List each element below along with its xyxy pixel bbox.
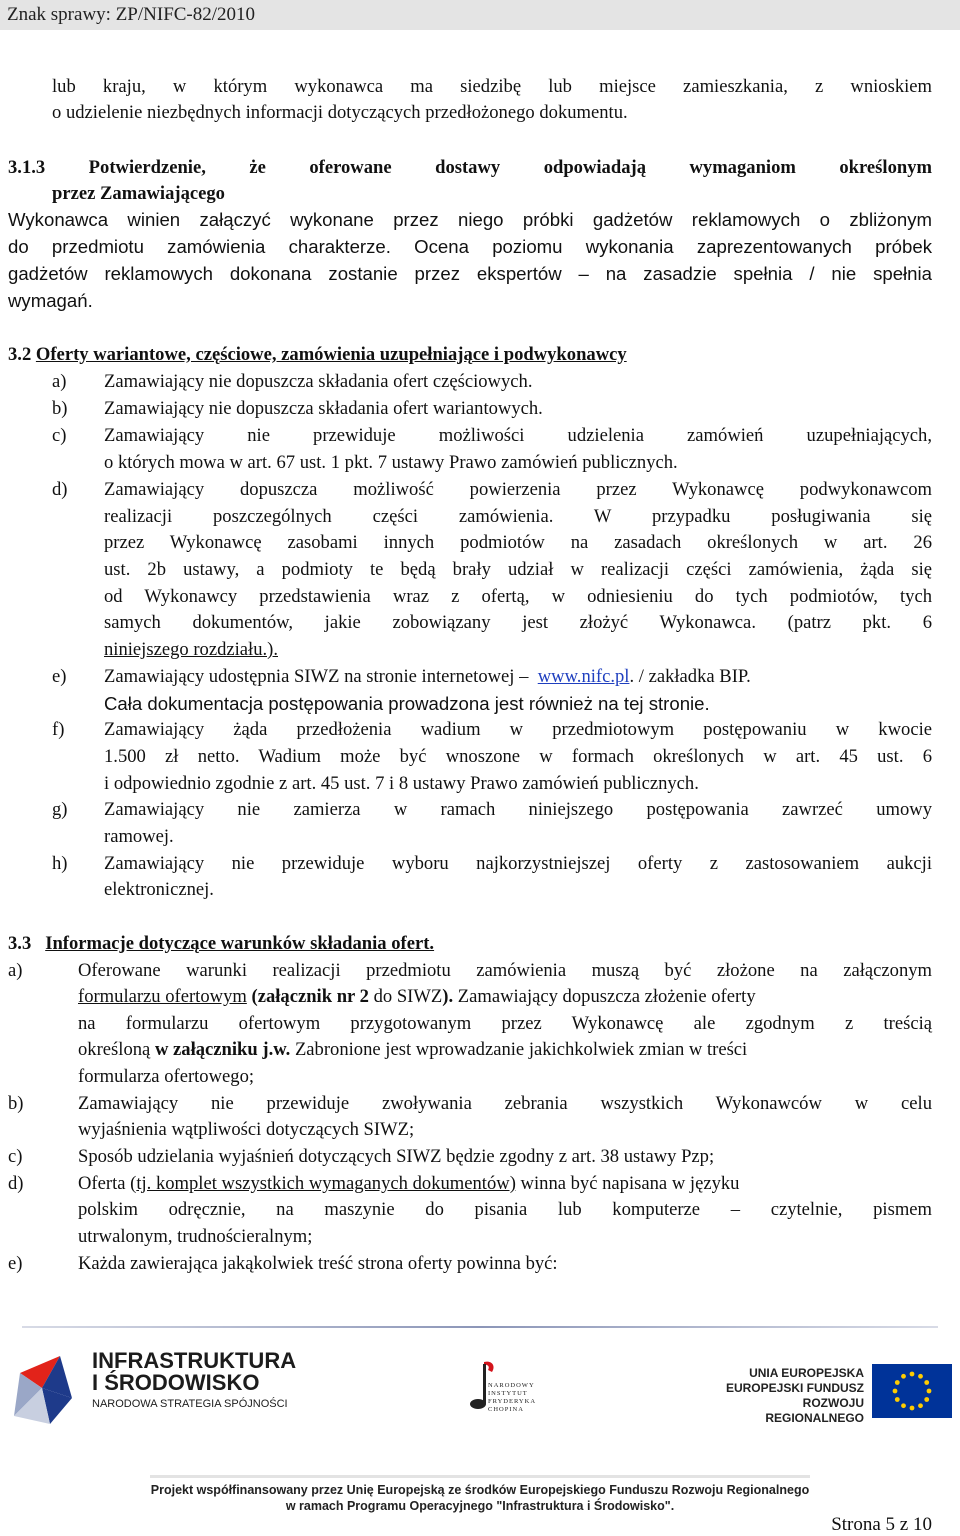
item-d-line-3: przez Wykonawcę zasobami innych podmiotów na zasadach określonych w art. 26 <box>104 532 932 553</box>
eu-star-icon <box>901 1374 906 1379</box>
item-label: h) <box>52 853 68 874</box>
section-3-3-title: Informacje dotyczące warunków składania ofert. <box>45 933 435 954</box>
item-g-line-1: Zamawiający nie zamierza w ramach niniejszego postępowania zawrzeć umowy <box>104 799 932 820</box>
item-a-line: Zamawiający nie dopuszcza składania ofert częściowych. <box>104 371 533 392</box>
section-3-1-3-body-3: gadżetów reklamowych dokonana zostanie przez ekspertów – na zasadzie spełnia / nie spełnia <box>8 263 932 284</box>
item-b-line: Zamawiający nie dopuszcza składania ofert wariantowych. <box>104 398 543 419</box>
item-33b-line-1: Zamawiający nie przewiduje zwoływania zebrania wszystkich Wykonawców w celu <box>78 1093 932 1114</box>
item-f-line-3: i odpowiednio zgodnie z art. 45 ust. 7 i 8 ustawy Prawo zamówień publicznych. <box>104 773 699 794</box>
item-g-line-2: ramowej. <box>104 826 174 847</box>
item-d-line-6: samych dokumentów, jakie zobowiązany jest złożyć Wykonawca. (patrz pkt. 6 <box>104 612 932 633</box>
item-d-line-2: realizacji poszczególnych części zamówienia. W przypadku posługiwania się <box>104 506 932 527</box>
item-h-line-1: Zamawiający nie przewiduje wyboru najkorzystniejszej oferty z zastosowaniem aukcji <box>104 853 932 874</box>
star-emblem-icon <box>10 1348 90 1428</box>
item-label: e) <box>52 666 67 687</box>
section-3-1-3-body-4: wymagań. <box>8 290 93 311</box>
section-3-2-title: Oferty wariantowe, częściowe, zamówienia uzupełniające i podwykonawcy <box>35 344 627 365</box>
item-e-line-1: Zamawiający udostępnia SIWZ na stronie internetowej – www.nifc.pl. / zakładka BIP. <box>104 666 751 687</box>
eu-star-icon <box>924 1380 929 1385</box>
eu-star-icon <box>927 1389 932 1394</box>
logo-text-2: I ŚRODOWISKO <box>92 1370 260 1395</box>
item-c-line-1: Zamawiający nie przewiduje możliwości udzielenia zamówień uzupełniających, <box>104 425 932 446</box>
item-33d-line-2: polskim odręcznie, na maszynie do pisania lub komputerze – czytelnie, pismem <box>78 1199 932 1220</box>
item-33d-line-3: utrwalonym, trudnościeralnym; <box>78 1226 313 1247</box>
project-cofinancing-note <box>150 1475 810 1517</box>
eu-flag-icon <box>872 1364 952 1418</box>
intro-line-1: lub kraju, w którym wykonawca ma siedzibę lub miejsce zamieszkania, z wnioskiem <box>52 76 932 97</box>
item-d-line-4: ust. 2b ustawy, a podmioty te będą brały udział w realizacji części zamówienia, żąda się <box>104 559 932 580</box>
page-header <box>0 0 960 30</box>
item-33d-line-1: Oferta (tj. komplet wszystkich wymaganych dokumentów) winna być napisana w języku <box>78 1173 740 1194</box>
eu-logo-text: UNIA EUROPEJSKA EUROPEJSKI FUNDUSZ ROZWOJU REGIONALNEGO <box>725 1366 864 1425</box>
footer-divider <box>22 1326 938 1328</box>
section-3-1-3-body-1: Wykonawca winien załączyć wykonane przez niego próbki gadżetów reklamowych o zbliżonym <box>8 209 932 230</box>
item-label: c) <box>52 425 67 446</box>
item-label: d) <box>52 479 68 500</box>
intro-line-2: o udzielenie niezbędnych informacji dotyczących przedłożonego dokumentu. <box>52 102 628 123</box>
item-33a-line-1: Oferowane warunki realizacji przedmiotu zamówienia muszą być złożone na załączonym <box>78 960 932 981</box>
item-33a-line-3: na formularzu ofertowym przygotowanym przez Wykonawcę ale zgodnym z treścią <box>78 1013 932 1034</box>
item-label: b) <box>52 398 68 419</box>
eu-star-icon <box>895 1397 900 1402</box>
nifc-website-link[interactable]: www.nifc.pl <box>537 666 630 687</box>
eu-star-icon <box>918 1403 923 1408</box>
eu-star-icon <box>895 1380 900 1385</box>
item-d-line-1: Zamawiający dopuszcza możliwość powierzenia przez Wykonawcę podwykonawcom <box>104 479 932 500</box>
item-d-line-5: od Wykonawcy przedstawienia wraz z ofertą, w odniesieniu do tych podmiotów, tych <box>104 586 932 607</box>
section-3-1-3-title-1: 3.1.3 Potwierdzenie, że oferowane dostawy odpowiadają wymaganiom określonym <box>8 157 932 178</box>
eu-logo <box>716 1362 954 1428</box>
item-h-line-2: elektronicznej. <box>104 879 214 900</box>
item-33a-line-4: określoną w załączniku j.w. Zabronione jest wprowadzanie jakichkolwiek zmian w treści <box>78 1039 748 1060</box>
item-label: a) <box>8 960 23 981</box>
project-note-line-2: w ramach Programu Operacyjnego "Infrastruktura i Środowisko". <box>285 1499 675 1513</box>
item-f-line-1: Zamawiający żąda przedłożenia wadium w przedmiotowym postępowaniu w kwocie <box>104 719 932 740</box>
item-label: g) <box>52 799 68 820</box>
item-c-line-2: o których mowa w art. 67 ust. 1 pkt. 7 ustawy Prawo zamówień publicznych. <box>104 452 678 473</box>
item-label: b) <box>8 1093 24 1114</box>
eu-star-icon <box>910 1406 915 1411</box>
item-33a-line-5: formularza ofertowego; <box>78 1066 255 1087</box>
section-3-3-heading: 3.3 Informacje dotyczące warunków składania ofert. <box>8 933 435 954</box>
section-3-1-3-title-2: przez Zamawiającego <box>52 183 225 204</box>
item-label: c) <box>8 1146 23 1167</box>
case-number: Znak sprawy: ZP/NIFC-82/2010 <box>7 4 256 25</box>
page-number: Strona 5 z 10 <box>831 1514 932 1535</box>
section-3-2-heading: 3.2 Oferty wariantowe, częściowe, zamówienia uzupełniające i podwykonawcy <box>8 344 627 365</box>
section-3-1-3-body-2: do przedmiotu zamówienia charakterze. Ocena poziomu wykonania zaprezentowanych próbek <box>8 236 932 257</box>
item-e-line-2: Cała dokumentacja postępowania prowadzona jest również na tej stronie. <box>104 693 710 714</box>
eu-star-icon <box>893 1389 898 1394</box>
item-33e-line-1: Każda zawierająca jakąkolwiek treść strona oferty powinna być: <box>78 1253 558 1274</box>
item-33a-line-2: formularzu ofertowym (załącznik nr 2 do SIWZ). Zamawiający dopuszcza złożenie oferty <box>78 986 756 1007</box>
eu-star-icon <box>924 1397 929 1402</box>
eu-star-icon <box>910 1372 915 1377</box>
item-d-line-7: niniejszego rozdziału.). <box>104 639 278 660</box>
logo-text-1: INFRASTRUKTURA <box>92 1348 297 1373</box>
infrastruktura-logo <box>10 1348 310 1428</box>
logo-text-3: NARODOWA STRATEGIA SPÓJNOŚCI <box>92 1398 288 1410</box>
item-label: e) <box>8 1253 23 1274</box>
nifc-logo <box>466 1358 546 1424</box>
eu-star-icon <box>901 1403 906 1408</box>
project-note-line-1: Projekt współfinansowany przez Unię Europejską ze środków Europejskiego Funduszu Rozwoju Regionalnego <box>150 1483 810 1497</box>
item-label: d) <box>8 1173 24 1194</box>
item-33c-line-1: Sposób udzielania wyjaśnień dotyczących SIWZ będzie zgodny z art. 38 ustawy Pzp; <box>78 1146 715 1167</box>
item-label: a) <box>52 371 67 392</box>
item-label: f) <box>52 719 65 740</box>
item-33b-line-2: wyjaśnienia wątpliwości dotyczących SIWZ; <box>78 1119 415 1140</box>
nifc-logo-text: NARODOWY INSTYTUT FRYDERYKA CHOPINA <box>488 1382 537 1413</box>
eu-star-icon <box>918 1374 923 1379</box>
item-f-line-2: 1.500 zł netto. Wadium może być wnoszone w formach określonych w art. 45 ust. 6 <box>104 746 932 767</box>
